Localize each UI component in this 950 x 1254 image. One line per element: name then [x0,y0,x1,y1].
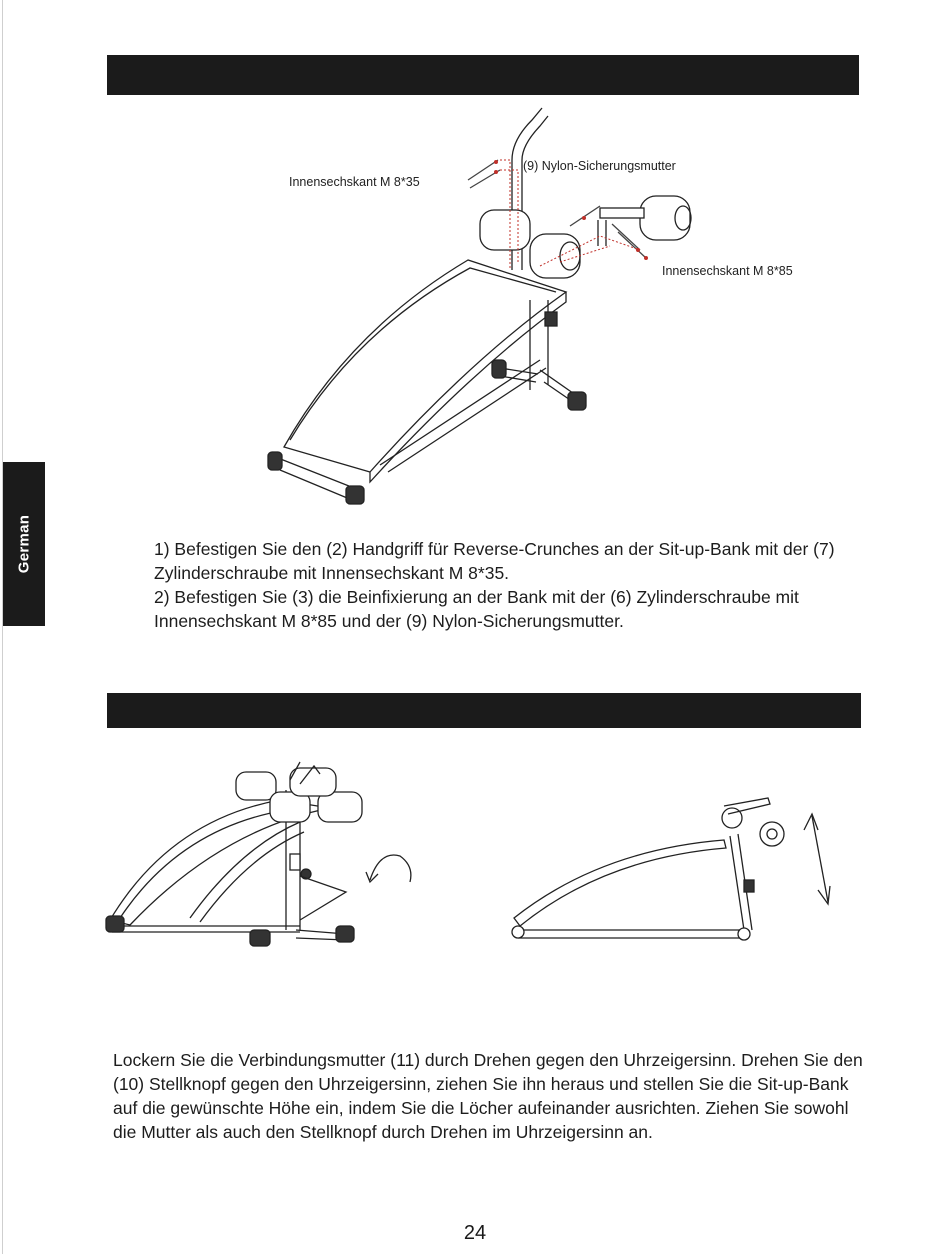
label-nylon-nut: (9) Nylon-Sicherungsmutter [523,159,676,173]
instruction-step-1: 1) Befestigen Sie den (2) Handgriff für Reverse-Crunches an der Sit-up-Bank mit der (7) Zylinderschraube mit Innensechskant M 8*35. [154,539,835,583]
height-arrow [812,816,828,902]
adjustment-text: Lockern Sie die Verbindungsmutter (11) durch Drehen gegen den Uhrzeigersinn. Drehen Sie den (10) Stellknopf gegen den Uhrzeigersinn, ziehen Sie ihn heraus und stellen Sie die Sit-up-Bank auf die gewünschte Höhe ein, indem Sie die Löcher aufeinander ausrichten. Ziehen Sie sowohl die Mutter als auch den Stellknopf durch Drehen im Uhrzeigersinn an. [113,1050,863,1142]
instruction-step-2: 2) Befestigen Sie (3) die Beinfixierung an der Bank mit der (6) Zylinderschraube mit Innensechskant M 8*85 und der (9) Nylon-Sicherungsmutter. [154,587,799,631]
label-m835: Innensechskant M 8*35 [289,175,420,189]
language-tab-label: German [15,514,33,574]
label-m885: Innensechskant M 8*85 [662,264,793,278]
page-number: 24 [463,1222,487,1244]
